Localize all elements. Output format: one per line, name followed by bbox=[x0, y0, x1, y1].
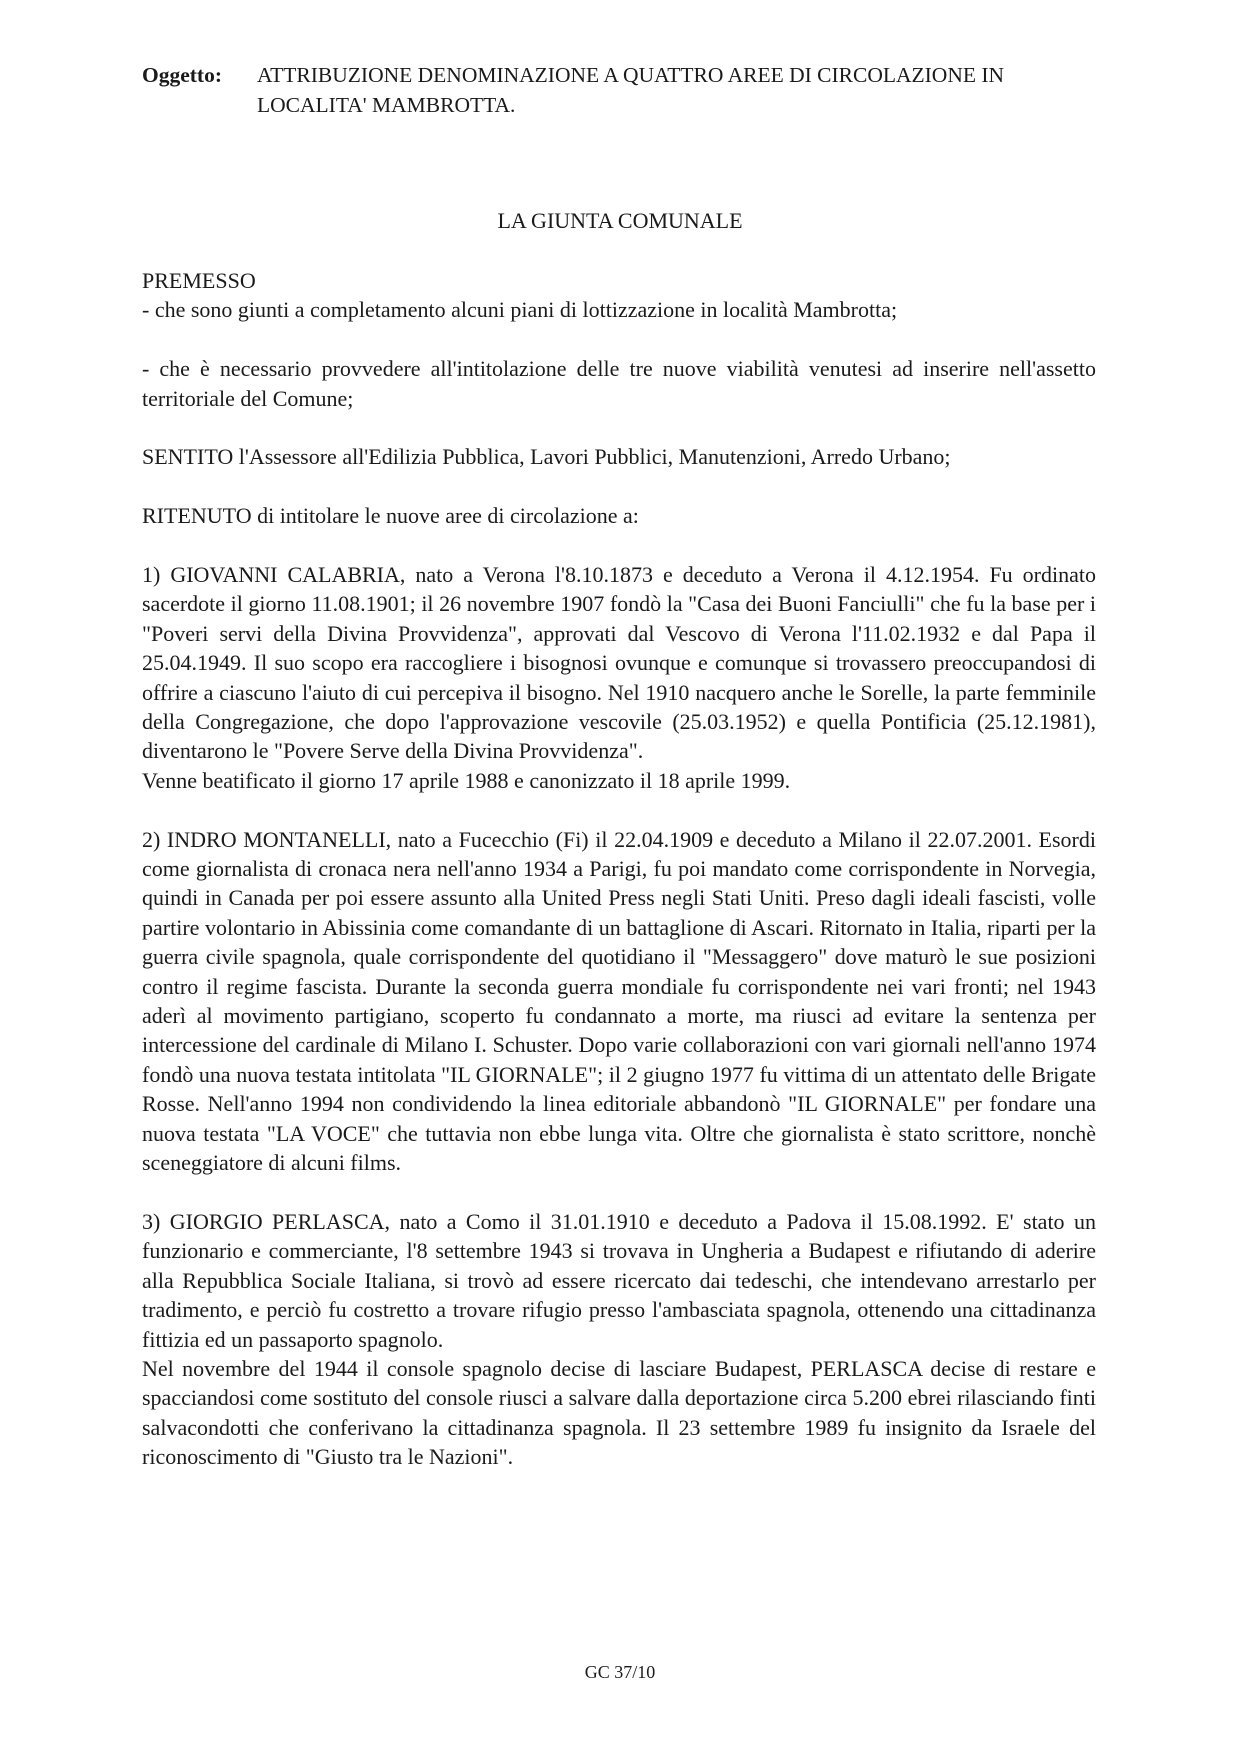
premesso-title: PREMESSO bbox=[142, 268, 256, 293]
paragraph-gap bbox=[142, 472, 1096, 501]
subject-label: Oggetto: bbox=[142, 63, 222, 87]
subject-text-line1: ATTRIBUZIONE DENOMINAZIONE A QUATTRO AREE DI CIRCOLAZIONE IN bbox=[257, 63, 1005, 87]
subject-block bbox=[142, 60, 1102, 120]
page-footer-reference: GC 37/10 bbox=[584, 1662, 656, 1682]
entry-2-text: 2) INDRO MONTANELLI, nato a Fucecchio (Fi) il 22.04.1909 e deceduto a Milano il 22.07.2001. Esordi come giornalista di cronaca nera nell'anno 1934 a Parigi, fu poi mandato come corrispondente in Norvegia, quindi in Canada per poi essere assunto alla United Press negli Stati Uniti. Preso dagli ideali fascisti, volle partire volontario in Abissinia come comandante di un battaglione di Ascari. Ritornato in Italia, riparti per la guerra civile spagnola, quale corrispondente del quotidiano il "Messaggero" dove maturò le sue posizioni contro il regime fascista. Durante la seconda guerra mondiale fu corrispondente nei vari fronti; nel 1943 aderì al movimento partigiano, scoperto fu condannato a morte, ma riusci ad evitare la sentenza per intercessione del cardinale di Milano I. Schuster. Dopo varie collaborazioni con vari giornali nell'anno 1974 fondò una nuova testata intitolata "IL GIORNALE"; il 2 giugno 1977 fu vittima di un attentato delle Brigate Rosse. Nell'anno 1994 non condividendo la linea editoriale abbandonò "IL GIORNALE" per fondare una nuova testata "LA VOCE" che tuttavia non ebbe lunga vita. Oltre che giornalista è stato scrittore, nonchè sceneggiatore di alcuni films. bbox=[142, 826, 1096, 1176]
premesso-item-1: - che sono giunti a completamento alcuni piani di lottizzazione in località Mambrotta; bbox=[142, 297, 898, 323]
paragraph-gap bbox=[142, 325, 1096, 354]
paragraph-gap bbox=[142, 795, 1096, 824]
entry-1-text: 1) GIOVANNI CALABRIA, nato a Verona l'8.10.1873 e deceduto a Verona il 4.12.1954. Fu ordinato sacerdote il giorno 11.08.1901; il 26 novembre 1907 fondò la "Casa dei Buoni Fanciulli" che fu la base per i "Poveri servi della Divina Provvidenza", approvati dal Vescovo di Verona l'11.02.1932 e dal Papa il 25.04.1949. Il suo scopo era raccogliere i bisognosi ovunque e comunque si trovassero preoccupandosi di offrire a ciascuno l'aiuto di cui percepiva il bisogno. Nel 1910 nacquero anche le Sorelle, la parte femminile della Congregazione, che dopo l'approvazione vescovile (25.03.1952) e quella Pontificia (25.12.1981), diventarono le "Povere Serve della Divina Provvidenza". bbox=[142, 562, 1096, 764]
document-heading: LA GIUNTA COMUNALE bbox=[497, 208, 743, 233]
subject-text-line2: LOCALITA' MAMBROTTA. bbox=[257, 93, 516, 117]
entry-1-extra: Venne beatificato il giorno 17 aprile 1988 e canonizzato il 18 aprile 1999. bbox=[142, 767, 791, 793]
paragraph-gap bbox=[142, 1178, 1096, 1207]
ritenuto-paragraph: RITENUTO di intitolare le nuove aree di circolazione a: bbox=[142, 503, 639, 529]
premesso-item-2: - che è necessario provvedere all'intitolazione delle tre nuove viabilità venutesi ad inserire nell'assetto territoriale del Comune; bbox=[142, 356, 1096, 411]
entry-3-text: 3) GIORGIO PERLASCA, nato a Como il 31.01.1910 e deceduto a Padova il 15.08.1992. E' stato un funzionario e commerciante, l'8 settembre 1943 si trovava in Ungheria a Budapest e rifiutando di aderire alla Repubblica Sociale Italiana, si trovò ad essere ricercato dai tedeschi, che intendevano arrestarlo per tradimento, e perciò fu costretto a trovare rifugio presso l'ambasciata spagnola, ottenendo una cittadinanza fittizia ed un passaporto spagnolo. bbox=[142, 1208, 1096, 1352]
entry-3-extra: Nel novembre del 1944 il console spagnolo decise di lasciare Budapest, PERLASCA decise di restare e spacciandosi come sostituto del console riusci a salvare dalla deportazione circa 5.200 ebrei rilasciando finti salvacondotti che conferivano la cittadinanza spagnola. Il 23 settembre 1989 fu insignito da Israele del riconoscimento di "Giusto tra le Nazioni". bbox=[142, 1355, 1096, 1470]
paragraph-gap bbox=[142, 413, 1096, 442]
document-body bbox=[142, 266, 1096, 1472]
paragraph-gap bbox=[142, 531, 1096, 560]
sentito-paragraph: SENTITO l'Assessore all'Edilizia Pubblica, Lavori Pubblici, Manutenzioni, Arredo Urbano; bbox=[142, 444, 951, 470]
subject-text bbox=[257, 60, 1102, 120]
